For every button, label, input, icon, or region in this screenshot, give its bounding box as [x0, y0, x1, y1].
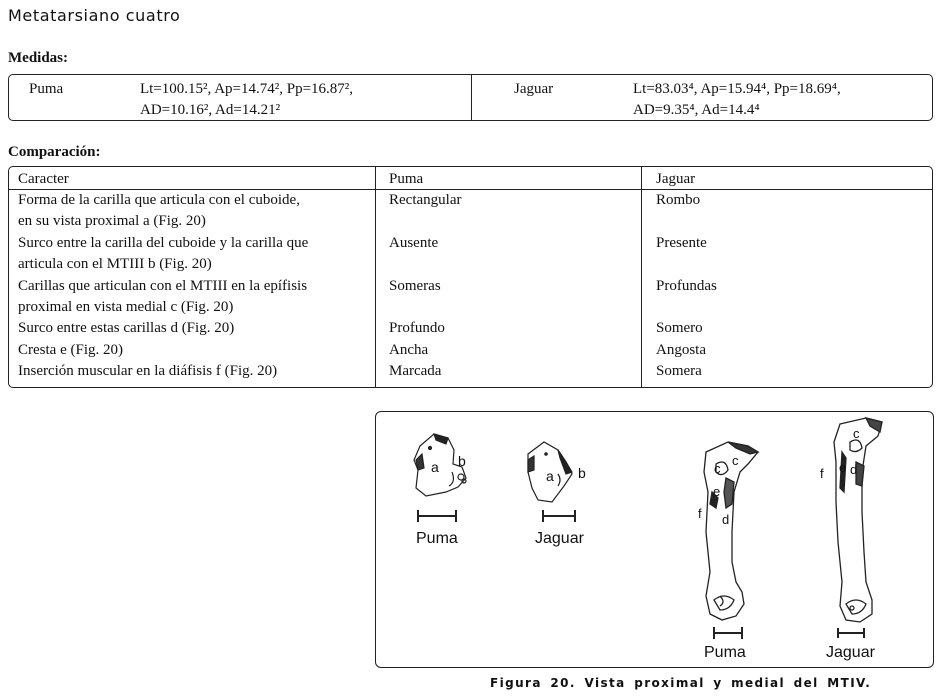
caracter-cell: Inserción muscular en la diáfisis f (Fig. 20) — [18, 363, 278, 380]
caracter-cell: proximal en vista medial c (Fig. 20) — [18, 299, 234, 315]
figure-illustration — [376, 412, 932, 666]
label-d-jaguar: d — [850, 462, 858, 477]
caracter-cell: articula con el MTIII b (Fig. 20) — [18, 256, 212, 273]
label-c-jaguar: c — [853, 426, 860, 441]
jaguar-cell: Somera — [656, 363, 702, 380]
label-f-puma: f — [698, 506, 702, 521]
measure-animal-puma: Puma — [29, 81, 64, 97]
label-b-jaguar: b — [578, 465, 586, 481]
caracter-cell: Carillas que articulan con el MTIII en la epífisis — [18, 277, 308, 294]
caracter-cell: Surco entre la carilla del cuboide y la carilla que — [18, 234, 309, 251]
measure-line: Lt=83.03⁴, Ap=15.94⁴, Pp=18.69⁴, — [633, 81, 841, 97]
puma-cell: Ancha — [389, 341, 429, 358]
figure-20 — [375, 411, 934, 668]
header-jaguar: Jaguar — [656, 171, 696, 187]
puma-cell: Profundo — [389, 320, 445, 337]
label-e-puma: e — [713, 484, 721, 499]
jaguar-cell: Rombo — [656, 192, 701, 208]
caracter-cell: Cresta e (Fig. 20) — [18, 341, 123, 358]
measure-values-puma — [140, 79, 353, 121]
caracter-cell: Surco entre estas carillas d (Fig. 20) — [18, 320, 235, 337]
puma-medial-bone — [704, 442, 758, 620]
puma-cell: Someras — [389, 277, 441, 294]
label-puma-proximal: Puma — [416, 530, 458, 547]
jaguar-cell: Profundas — [656, 277, 717, 294]
measure-values-jaguar — [633, 79, 841, 121]
label-b-puma: b — [458, 453, 466, 469]
medidas-heading: Medidas: — [8, 50, 68, 66]
caracter-cell: Forma de la carilla que articula con el cuboide, — [18, 192, 300, 208]
label-d-puma: d — [722, 512, 730, 527]
jaguar-cell: Presente — [656, 234, 707, 251]
page-title: Metatarsiano cuatro — [8, 6, 181, 25]
measures-table — [8, 74, 933, 121]
label-c2-puma: c — [732, 453, 739, 468]
label-jaguar-proximal: Jaguar — [535, 530, 584, 547]
measure-line: AD=9.35⁴, Ad=14.4⁴ — [633, 102, 760, 118]
puma-cell: Ausente — [389, 234, 439, 251]
puma-cell: Marcada — [389, 363, 442, 380]
puma-cell: Rectangular — [389, 192, 462, 208]
label-a-puma: a — [431, 459, 439, 475]
figure-caption: Figura 20. Vista proximal y medial del MTIV. — [490, 676, 872, 690]
header-caracter: Caracter — [18, 171, 69, 187]
label-e-jaguar: e — [839, 460, 847, 475]
jaguar-cell: Angosta — [656, 341, 706, 358]
column-divider — [375, 167, 376, 387]
header-puma: Puma — [389, 171, 424, 187]
label-a-jaguar: a — [546, 468, 554, 484]
measure-animal-jaguar: Jaguar — [514, 81, 554, 97]
column-divider — [641, 167, 642, 387]
label-jaguar-medial: Jaguar — [826, 644, 875, 661]
measure-line: AD=10.16², Ad=14.21² — [140, 102, 281, 118]
jaguar-medial-bone — [834, 418, 882, 622]
label-puma-medial: Puma — [704, 644, 746, 661]
measures-divider — [471, 75, 472, 120]
label-f-jaguar: f — [820, 466, 824, 481]
scale-bars — [418, 510, 864, 639]
comparison-table — [8, 166, 933, 388]
jaguar-cell: Somero — [656, 320, 703, 337]
measure-line: Lt=100.15², Ap=14.74², Pp=16.87², — [140, 81, 354, 97]
comparacion-heading: Comparación: — [8, 144, 101, 160]
caracter-cell: en su vista proximal a (Fig. 20) — [18, 213, 206, 230]
label-c-puma: c — [714, 461, 721, 476]
